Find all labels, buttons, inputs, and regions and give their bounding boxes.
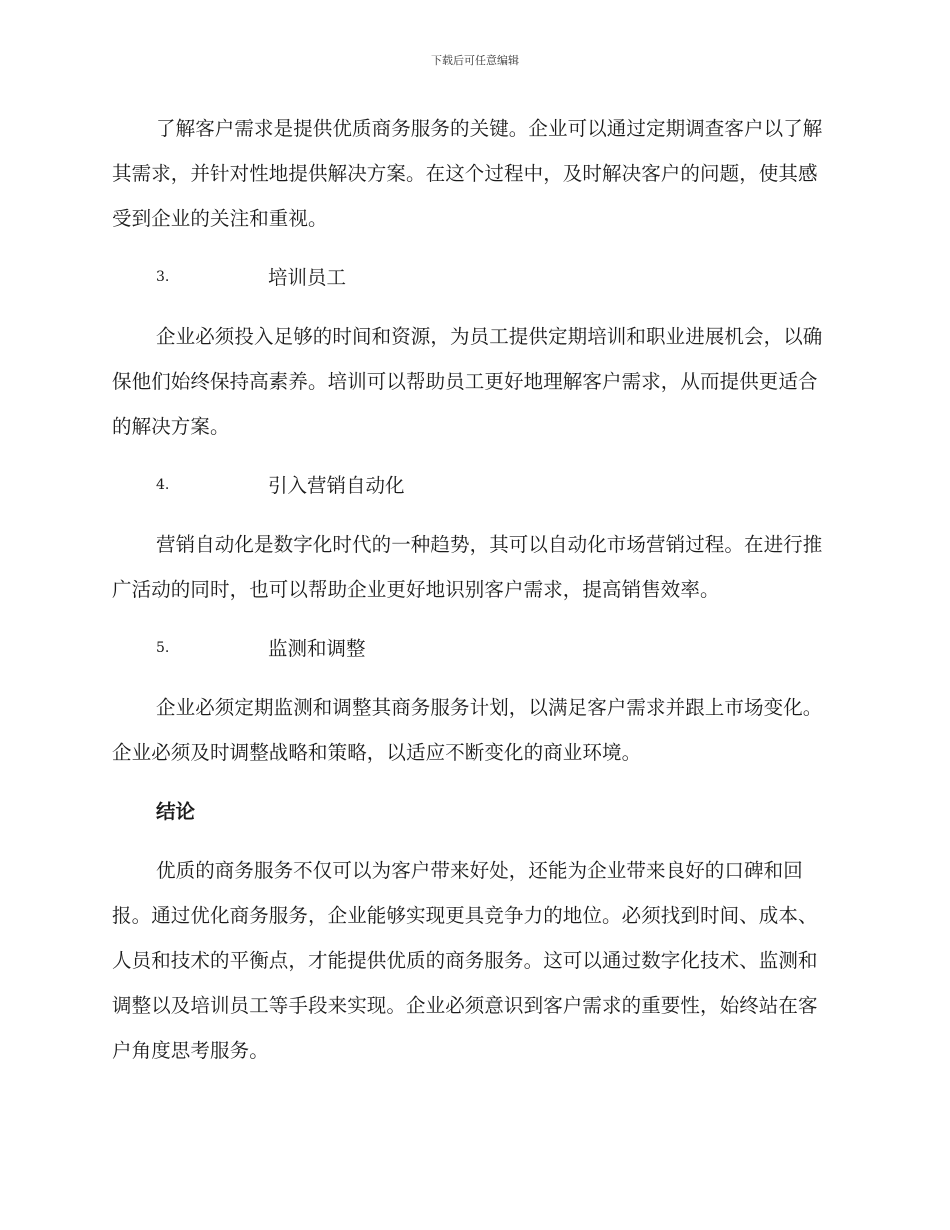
list-item-number: 4. [156, 477, 170, 493]
list-item-5 [112, 626, 832, 671]
list-item-label: 引入营销自动化 [268, 474, 405, 497]
list-item-label: 培训员工 [268, 266, 347, 289]
paragraph-monitoring: 企业必须定期监测和调整其商务服务计划，以满足客户需求并跟上市场变化。企业必须及时调整战略和策略，以适应不断变化的商业环境。 [112, 696, 823, 764]
paragraph-marketing-automation: 营销自动化是数字化时代的一种趋势，其可以自动化市场营销过程。在进行推广活动的同时，也可以帮助企业更好地识别客户需求，提高销售效率。 [112, 533, 823, 601]
list-item-3 [112, 255, 832, 300]
conclusion-heading: 结论 [156, 800, 196, 823]
paragraph-conclusion: 优质的商务服务不仅可以为客户带来好处，还能为企业带来良好的口碑和回报。通过优化商务服务，企业能够实现更具竞争力的地位。必须找到时间、成本、人员和技术的平衡点，才能提供优质的商务服务。这可以通过数字化技术、监测和调整以及培训员工等手段来实现。企业必须意识到客户需求的重要性，始终站在客户角度思考服务。 [112, 859, 818, 1062]
page-header: 下载后可任意编辑 [431, 54, 519, 67]
list-item-number: 5. [156, 640, 170, 656]
paragraph-customer-needs: 了解客户需求是提供优质商务服务的关键。企业可以通过定期调查客户以了解其需求，并针对性地提供解决方案。在这个过程中，及时解决客户的问题，使其感受到企业的关注和重视。 [112, 117, 823, 230]
paragraph-training: 企业必须投入足够的时间和资源，为员工提供定期培训和职业进展机会，以确保他们始终保持高素养。培训可以帮助员工更好地理解客户需求，从而提供更适合的解决方案。 [112, 325, 823, 438]
list-item-4 [112, 463, 832, 508]
document-body [112, 106, 832, 1087]
list-item-number: 3. [156, 269, 170, 285]
list-item-label: 监测和调整 [268, 637, 366, 660]
